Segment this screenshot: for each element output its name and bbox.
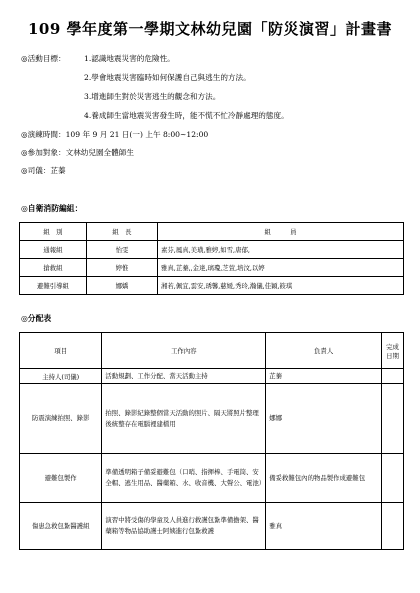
table-header: 項目 xyxy=(20,333,102,369)
table-header: 負責人 xyxy=(266,333,382,369)
table-row xyxy=(20,454,404,503)
team-name: 通報組 xyxy=(20,241,87,259)
table-row xyxy=(20,384,404,454)
table-header-row xyxy=(20,333,404,369)
duty-work: 演習中將受傷的學童及人員進行救護包紮準備擔架、醫藥箱等物品協助護士阿姨進行包紮救護 xyxy=(102,503,266,550)
duty-date xyxy=(382,369,404,384)
team-leader: 怡雯 xyxy=(87,241,158,259)
table-row xyxy=(20,241,404,259)
team-members: 雅真,芷蓁,,金達,璃瓊,芝萱,培汶,以婷 xyxy=(158,259,404,277)
document-title: 109 學年度第一學期文林幼兒園「防災演習」計畫書 xyxy=(27,20,393,38)
team-section-title: ◎自衛消防編組： xyxy=(21,204,83,213)
duty-item: 避難包製作 xyxy=(20,454,102,503)
table-header: 組 長 xyxy=(87,223,158,241)
duty-owner: 芷蓁 xyxy=(266,369,382,384)
duty-date xyxy=(382,503,404,550)
team-name: 避難引導組 xyxy=(20,277,87,295)
table-row xyxy=(20,369,404,384)
team-members: 素芬,鳳真,美璜,雅婷,如雪,唐郁, xyxy=(158,241,404,259)
table-row xyxy=(20,277,404,295)
duty-item: 主持人(司儀) xyxy=(20,369,102,384)
team-name: 搶救組 xyxy=(20,259,87,277)
duty-date xyxy=(382,384,404,454)
table-row xyxy=(20,259,404,277)
duty-item: 傷患急救包紮醫護組 xyxy=(20,503,102,550)
duty-item: 防震演練拍照、錄影 xyxy=(20,384,102,454)
duty-work: 準備透明箱子備妥避難包（口哨、指揮棒、手電筒、安全帽、逃生用品、醫藥箱、水、收音機、大聲公、電池） xyxy=(102,454,266,503)
table-row xyxy=(20,503,404,550)
table-header: 組 員 xyxy=(158,223,404,241)
team-leader: 婷惟 xyxy=(87,259,158,277)
goal-item: 1.認識地震災害的危險性。 xyxy=(84,54,175,63)
goals-label: ◎活動目標： xyxy=(21,54,66,63)
goal-item: 3.增進師生對於災害逃生的觀念和方法。 xyxy=(84,92,221,101)
duty-date xyxy=(382,454,404,503)
duty-table xyxy=(19,332,404,550)
duty-owner: 娜娜 xyxy=(266,384,382,454)
team-table xyxy=(19,222,404,295)
table-header: 工作內容 xyxy=(102,333,266,369)
goal-item: 2.學會地震災害臨時如何保護自己與逃生的方法。 xyxy=(84,73,251,82)
duty-work: 活動規劃、工作分配、當天活動主持 xyxy=(102,369,266,384)
host: ◎司儀：芷蓁 xyxy=(21,166,66,175)
table-header-row xyxy=(20,223,404,241)
duty-owner: 雅真 xyxy=(266,503,382,550)
duty-owner: 備妥救難包內的物品製作成避難包 xyxy=(266,454,382,503)
team-members: 湘若,佩宜,雲安,琇馨,慈媛,秀玲,瀚儀,佳穎,筱琪 xyxy=(158,277,404,295)
duty-work: 拍照、錄影紀錄整個當天活動的照片、隔天將照片整理後統整存在電腦裡建檔用 xyxy=(102,384,266,454)
participants: ◎參加對象：文林幼兒園全體師生 xyxy=(21,148,134,157)
table-header: 組 別 xyxy=(20,223,87,241)
drill-time: ◎演練時間：109 年 9 月 21 日(一) 上午 8:00~12:00 xyxy=(21,130,209,139)
goal-item: 4.養成師生當地震災害發生時，能不慌不忙冷靜處理的態度。 xyxy=(84,111,289,120)
duty-section-title: ◎分配表 xyxy=(21,314,52,323)
table-header: 完成日期 xyxy=(382,333,404,369)
team-leader: 娜嬌 xyxy=(87,277,158,295)
